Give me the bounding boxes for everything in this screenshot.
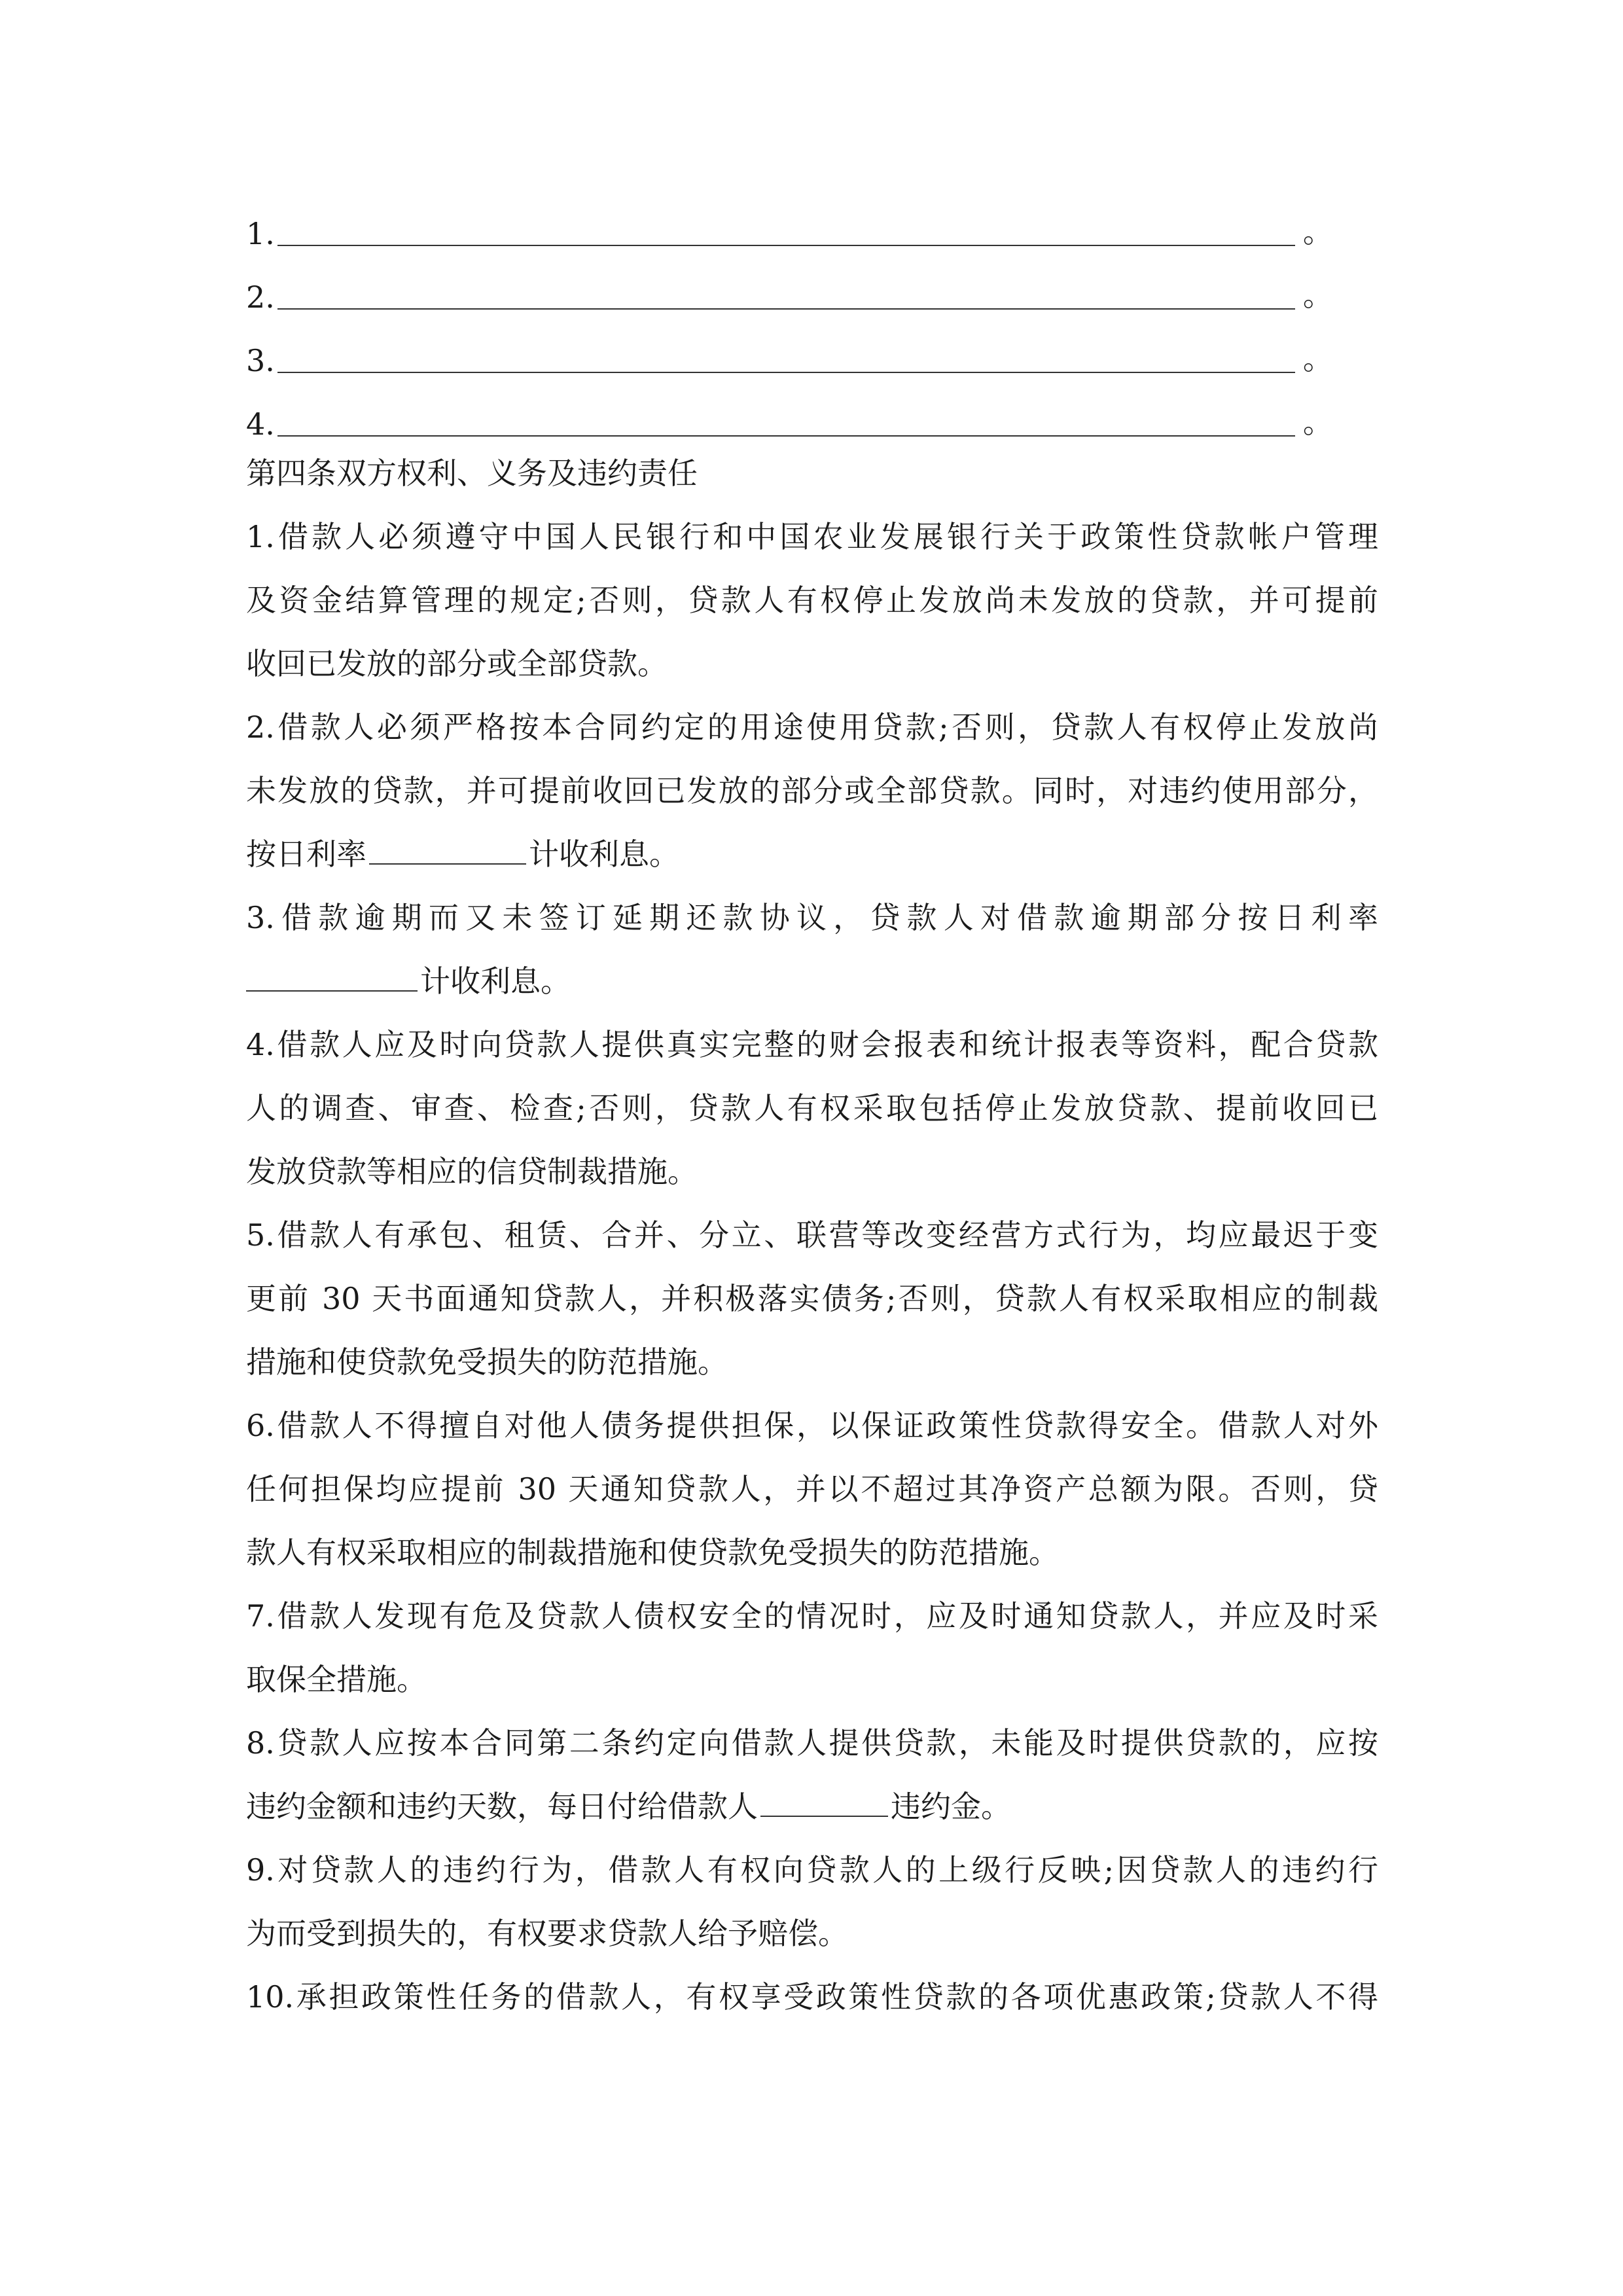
clause-line: 未发放的贷款，并可提前收回已发放的部分或全部贷款。同时，对违约使用部分，: [246, 773, 1378, 808]
clause-9: [246, 1839, 1378, 1965]
blank-item-4: [246, 378, 1378, 442]
clause-line: 6.借款人不得擅自对他人债务提供担保，以保证政策性贷款得安全。借款人对外: [246, 1408, 1378, 1443]
clause-line: 4.借款人应及时向贷款人提供真实完整的财会报表和统计报表等资料，配合贷款: [246, 1027, 1378, 1062]
clause-line: 发放贷款等相应的信贷制裁措施。: [246, 1154, 698, 1189]
clause-text: 违约金。: [891, 1789, 1011, 1824]
clause-line: 2.借款人必须严格按本合同约定的用途使用贷款;否则，贷款人有权停止发放尚: [246, 709, 1378, 745]
clause-text: 计收利息。: [420, 963, 571, 999]
clause-4: [246, 1013, 1378, 1204]
clause-5: [246, 1204, 1378, 1394]
section-heading: 第四条双方权利、义务及违约责任: [246, 456, 698, 491]
blank-period: 。: [1302, 341, 1333, 376]
clause-text: 计收利息。: [529, 836, 679, 872]
clause-3: [246, 886, 1378, 1013]
fill-in-line[interactable]: [277, 245, 1295, 246]
fill-in-line[interactable]: [277, 308, 1295, 310]
blank-item-1: [246, 208, 1378, 251]
clause-line: 5.借款人有承包、租赁、合并、分立、联营等改变经营方式行为，均应最迟于变: [246, 1217, 1378, 1253]
fill-in-line[interactable]: [277, 372, 1295, 373]
clause-line: 款人有权采取相应的制裁措施和使贷款免受损失的防范措施。: [246, 1535, 1059, 1570]
clause-line: [246, 823, 1378, 886]
clause-line: 为而受到损失的，有权要求贷款人给予赔偿。: [246, 1916, 848, 1951]
clause-line: 9.对贷款人的违约行为，借款人有权向贷款人的上级行反映;因贷款人的违约行: [246, 1852, 1378, 1888]
penalty-blank[interactable]: [760, 1791, 888, 1817]
clause-line: 7.借款人发现有危及贷款人债权安全的情况时，应及时通知贷款人，并应及时采: [246, 1598, 1378, 1634]
blank-number: 1.: [246, 216, 275, 251]
clause-7: [246, 1585, 1378, 1712]
clause-line: 收回已发放的部分或全部贷款。: [246, 646, 668, 681]
clause-text: 按日利率: [246, 836, 366, 872]
blank-item-3: [246, 315, 1378, 378]
clause-line: 取保全措施。: [246, 1662, 427, 1697]
clause-6: [246, 1394, 1378, 1585]
blank-period: 。: [1302, 278, 1333, 313]
clause-line: [246, 1775, 1378, 1839]
clause-line: 10.承担政策性任务的借款人，有权享受政策性贷款的各项优惠政策;贷款人不得: [246, 1979, 1378, 2015]
clause-8: [246, 1712, 1378, 1839]
fill-in-line[interactable]: [277, 435, 1295, 437]
blank-item-2: [246, 251, 1378, 315]
clause-line: 1.借款人必须遵守中国人民银行和中国农业发展银行关于政策性贷款帐户管理: [246, 519, 1378, 554]
clause-line: 更前 30 天书面通知贷款人，并积极落实债务;否则，贷款人有权采取相应的制裁: [246, 1281, 1378, 1316]
clause-line: [246, 950, 1378, 1013]
blank-number: 4.: [246, 406, 275, 442]
overdue-rate-blank[interactable]: [246, 965, 418, 992]
clause-line: 8.贷款人应按本合同第二条约定向借款人提供贷款，未能及时提供贷款的，应按: [246, 1725, 1378, 1761]
clause-line: 任何担保均应提前 30 天通知贷款人，并以不超过其净资产总额为限。否则，贷: [246, 1471, 1378, 1507]
clause-text: 违约金额和违约天数，每日付给借款人: [246, 1789, 758, 1824]
blank-number: 3.: [246, 343, 275, 378]
clause-line: 人的调查、审查、检查;否则，贷款人有权采取包括停止发放贷款、提前收回已: [246, 1090, 1378, 1126]
document-page: [246, 208, 1378, 2029]
clause-1: [246, 505, 1378, 696]
blank-number: 2.: [246, 279, 275, 315]
clause-line: 及资金结算管理的规定;否则，贷款人有权停止发放尚未发放的贷款，并可提前: [246, 583, 1378, 618]
blank-period: 。: [1302, 404, 1333, 440]
clause-line: 措施和使贷款免受损失的防范措施。: [246, 1344, 728, 1380]
clause-2: [246, 696, 1378, 886]
blank-period: 。: [1302, 214, 1333, 249]
clause-line: 3.借款逾期而又未签订延期还款协议，贷款人对借款逾期部分按日利率: [246, 900, 1378, 935]
clause-10: [246, 1965, 1378, 2029]
daily-rate-blank[interactable]: [369, 838, 526, 865]
